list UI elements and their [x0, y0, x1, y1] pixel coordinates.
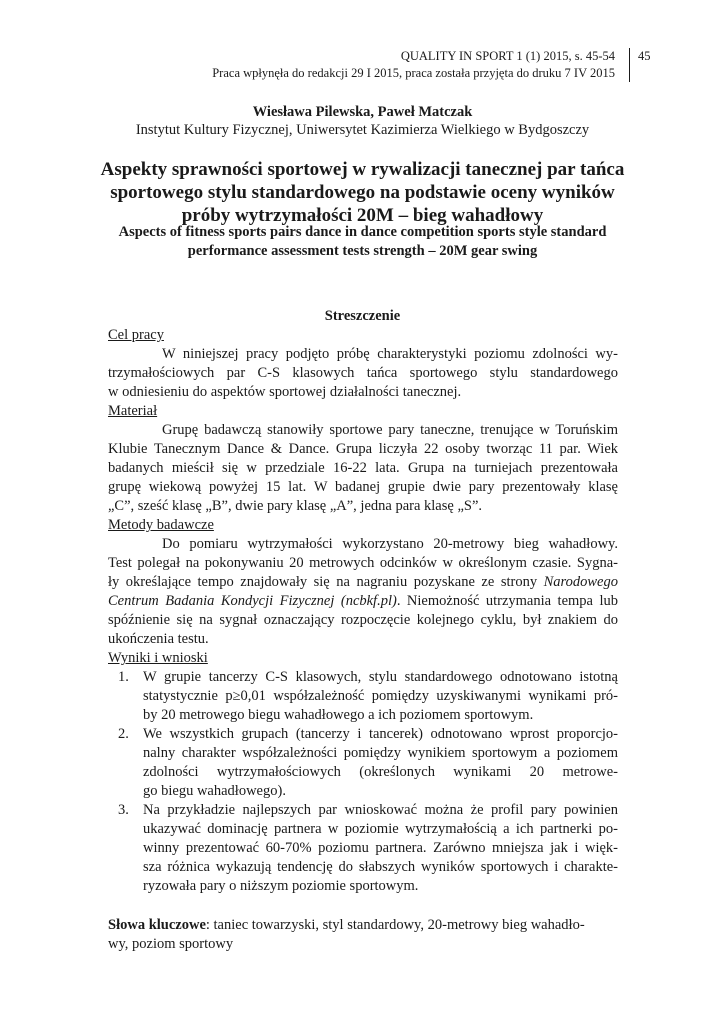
text-line: statystycznie p≥0,01 współzależność pomiędzy uzyskiwanymi wynikami pró- — [143, 688, 618, 704]
abstract-body — [108, 326, 618, 954]
title-en-line: Aspects of fitness sports pairs dance in dance competition sports style standard — [118, 224, 607, 240]
list-number: 2. — [118, 726, 129, 742]
title-en-line: performance assessment tests strength – 20M gear swing — [187, 243, 538, 259]
list-number: 3. — [118, 802, 129, 818]
source-name-italic: Centrum Badania Kondycji Fizycznej (ncbkf.pl) — [108, 593, 397, 609]
text-line: „C”, sześć klasę „B”, dwie pary klasę „A”, jedna para klasę „S”. — [108, 498, 483, 514]
text-line: sza różnica wykazują tendencję do słabszych wyników sportowych i charakte- — [143, 859, 618, 875]
abstract-heading: Streszczenie — [324, 308, 401, 324]
text-line: ukończenia testu. — [108, 631, 209, 647]
journal-header — [212, 48, 615, 82]
keywords — [108, 916, 618, 954]
list-item — [108, 668, 618, 725]
text-line: trzymałościowych par C-S klasowych tańca sportowego stylu standardowego — [108, 365, 618, 381]
received-accepted-note: Praca wpłynęła do redakcji 29 I 2015, praca została przyjęta do druku 7 IV 2015 — [212, 66, 615, 80]
text-line: ukazywać dominację partnera w poziomie wytrzymałością a ich partnerki po- — [143, 821, 618, 837]
text-line: We wszystkich grupach (tancerzy i tancerek) odnotowano wprost proporcjo- — [143, 726, 618, 742]
text-line: zdolności wytrzymałościowych (określonych wynikami 20 metrowe- — [143, 764, 618, 780]
title-polish — [100, 158, 625, 227]
text-line: grupę wiekową powyżej 15 lat. W badanej grupie dwie pary prezentowały klasę — [108, 479, 618, 495]
text-line: Na przykładzie najlepszych par wnioskować można że profil pary powinien — [143, 802, 618, 818]
section-heading-results: Wyniki i wnioski — [108, 650, 208, 666]
institute: Instytut Kultury Fizycznej, Uniwersytet Kazimierza Wielkiego w Bydgoszczy — [135, 122, 590, 138]
text-line: w odniesieniu do aspektów sportowej działalności tanecznej. — [108, 384, 462, 400]
title-pl-line: próby wytrzymałości 20M – bieg wahadłowy — [181, 205, 544, 226]
keywords-label: Słowa kluczowe — [108, 917, 206, 933]
text-line: Do pomiaru wytrzymałości wykorzystano 20-metrowy bieg wahadłowy. — [162, 536, 618, 552]
list-number: 1. — [118, 669, 129, 685]
source-name-italic: Narodowego — [543, 574, 618, 590]
text-line: Klubie Tanecznym Dance & Dance. Grupa liczyła 22 osoby tworząc 11 par. Wiek — [108, 441, 618, 457]
list-item — [108, 801, 618, 896]
title-english — [100, 223, 625, 261]
text-line — [108, 916, 618, 935]
text-line: by 20 metrowego biegu wahadłowego a ich poziomem sportowym. — [143, 707, 534, 723]
section-heading-methods: Metody badawcze — [108, 517, 214, 533]
text-line: wy, poziom sportowy — [108, 936, 234, 952]
journal-citation: QUALITY IN SPORT 1 (1) 2015, s. 45-54 — [400, 49, 615, 63]
title-pl-line: sportowego stylu standardowego na podstawie oceny wyników — [110, 182, 615, 203]
text-line: Grupę badawczą stanowiły sportowe pary taneczne, trenujące w Toruńskim — [162, 422, 618, 438]
text-line: badanych mieścił się w przedziale 16-22 lata. Grupa na turniejach prezentowała — [108, 460, 618, 476]
title-pl-line: Aspekty sprawności sportowej w rywalizacji tanecznej par tańca — [100, 159, 625, 180]
text-segment: . Niemożność utrzymania tempa lub — [396, 593, 618, 609]
text-line: winny prezentować 60-70% poziomu partnera. Zarówno mniejsza jak i więk- — [143, 840, 618, 856]
section-heading-aim: Cel pracy — [108, 327, 164, 343]
section-heading-material: Materiał — [108, 403, 158, 419]
text-line: ryzowała pary o niższym poziomie sportowym. — [143, 878, 419, 894]
results-list — [108, 668, 618, 896]
text-segment: ły określające tempo znajdowały się na nagraniu pozyskane ze strony — [108, 574, 544, 590]
text-line — [108, 592, 618, 611]
text-line: go biegu wahadłowego). — [143, 783, 286, 799]
page-number: 45 — [629, 48, 651, 82]
text-line: W niniejszej pracy podjęto próbę charakterystyki poziomu zdolności wy- — [162, 346, 618, 362]
list-item — [108, 725, 618, 801]
authors: Wiesława Pilewska, Paweł Matczak — [252, 104, 473, 120]
text-line: W grupie tancerzy C-S klasowych, stylu standardowego odnotowano istotną — [143, 669, 618, 685]
keywords-text: : taniec towarzyski, styl standardowy, 20-metrowy bieg wahadło- — [205, 917, 585, 933]
text-line — [108, 573, 618, 592]
text-line: spóźnienie się na sygnał oznaczający rozpoczęcie kolejnego cyklu, był znakiem do — [108, 612, 618, 628]
text-line: nalny charakter współzależności pomiędzy wynikiem sportowym a poziomem — [143, 745, 618, 761]
text-line: Test polegał na pokonywaniu 20 metrowych odcinków w określonym czasie. Sygna- — [108, 555, 618, 571]
